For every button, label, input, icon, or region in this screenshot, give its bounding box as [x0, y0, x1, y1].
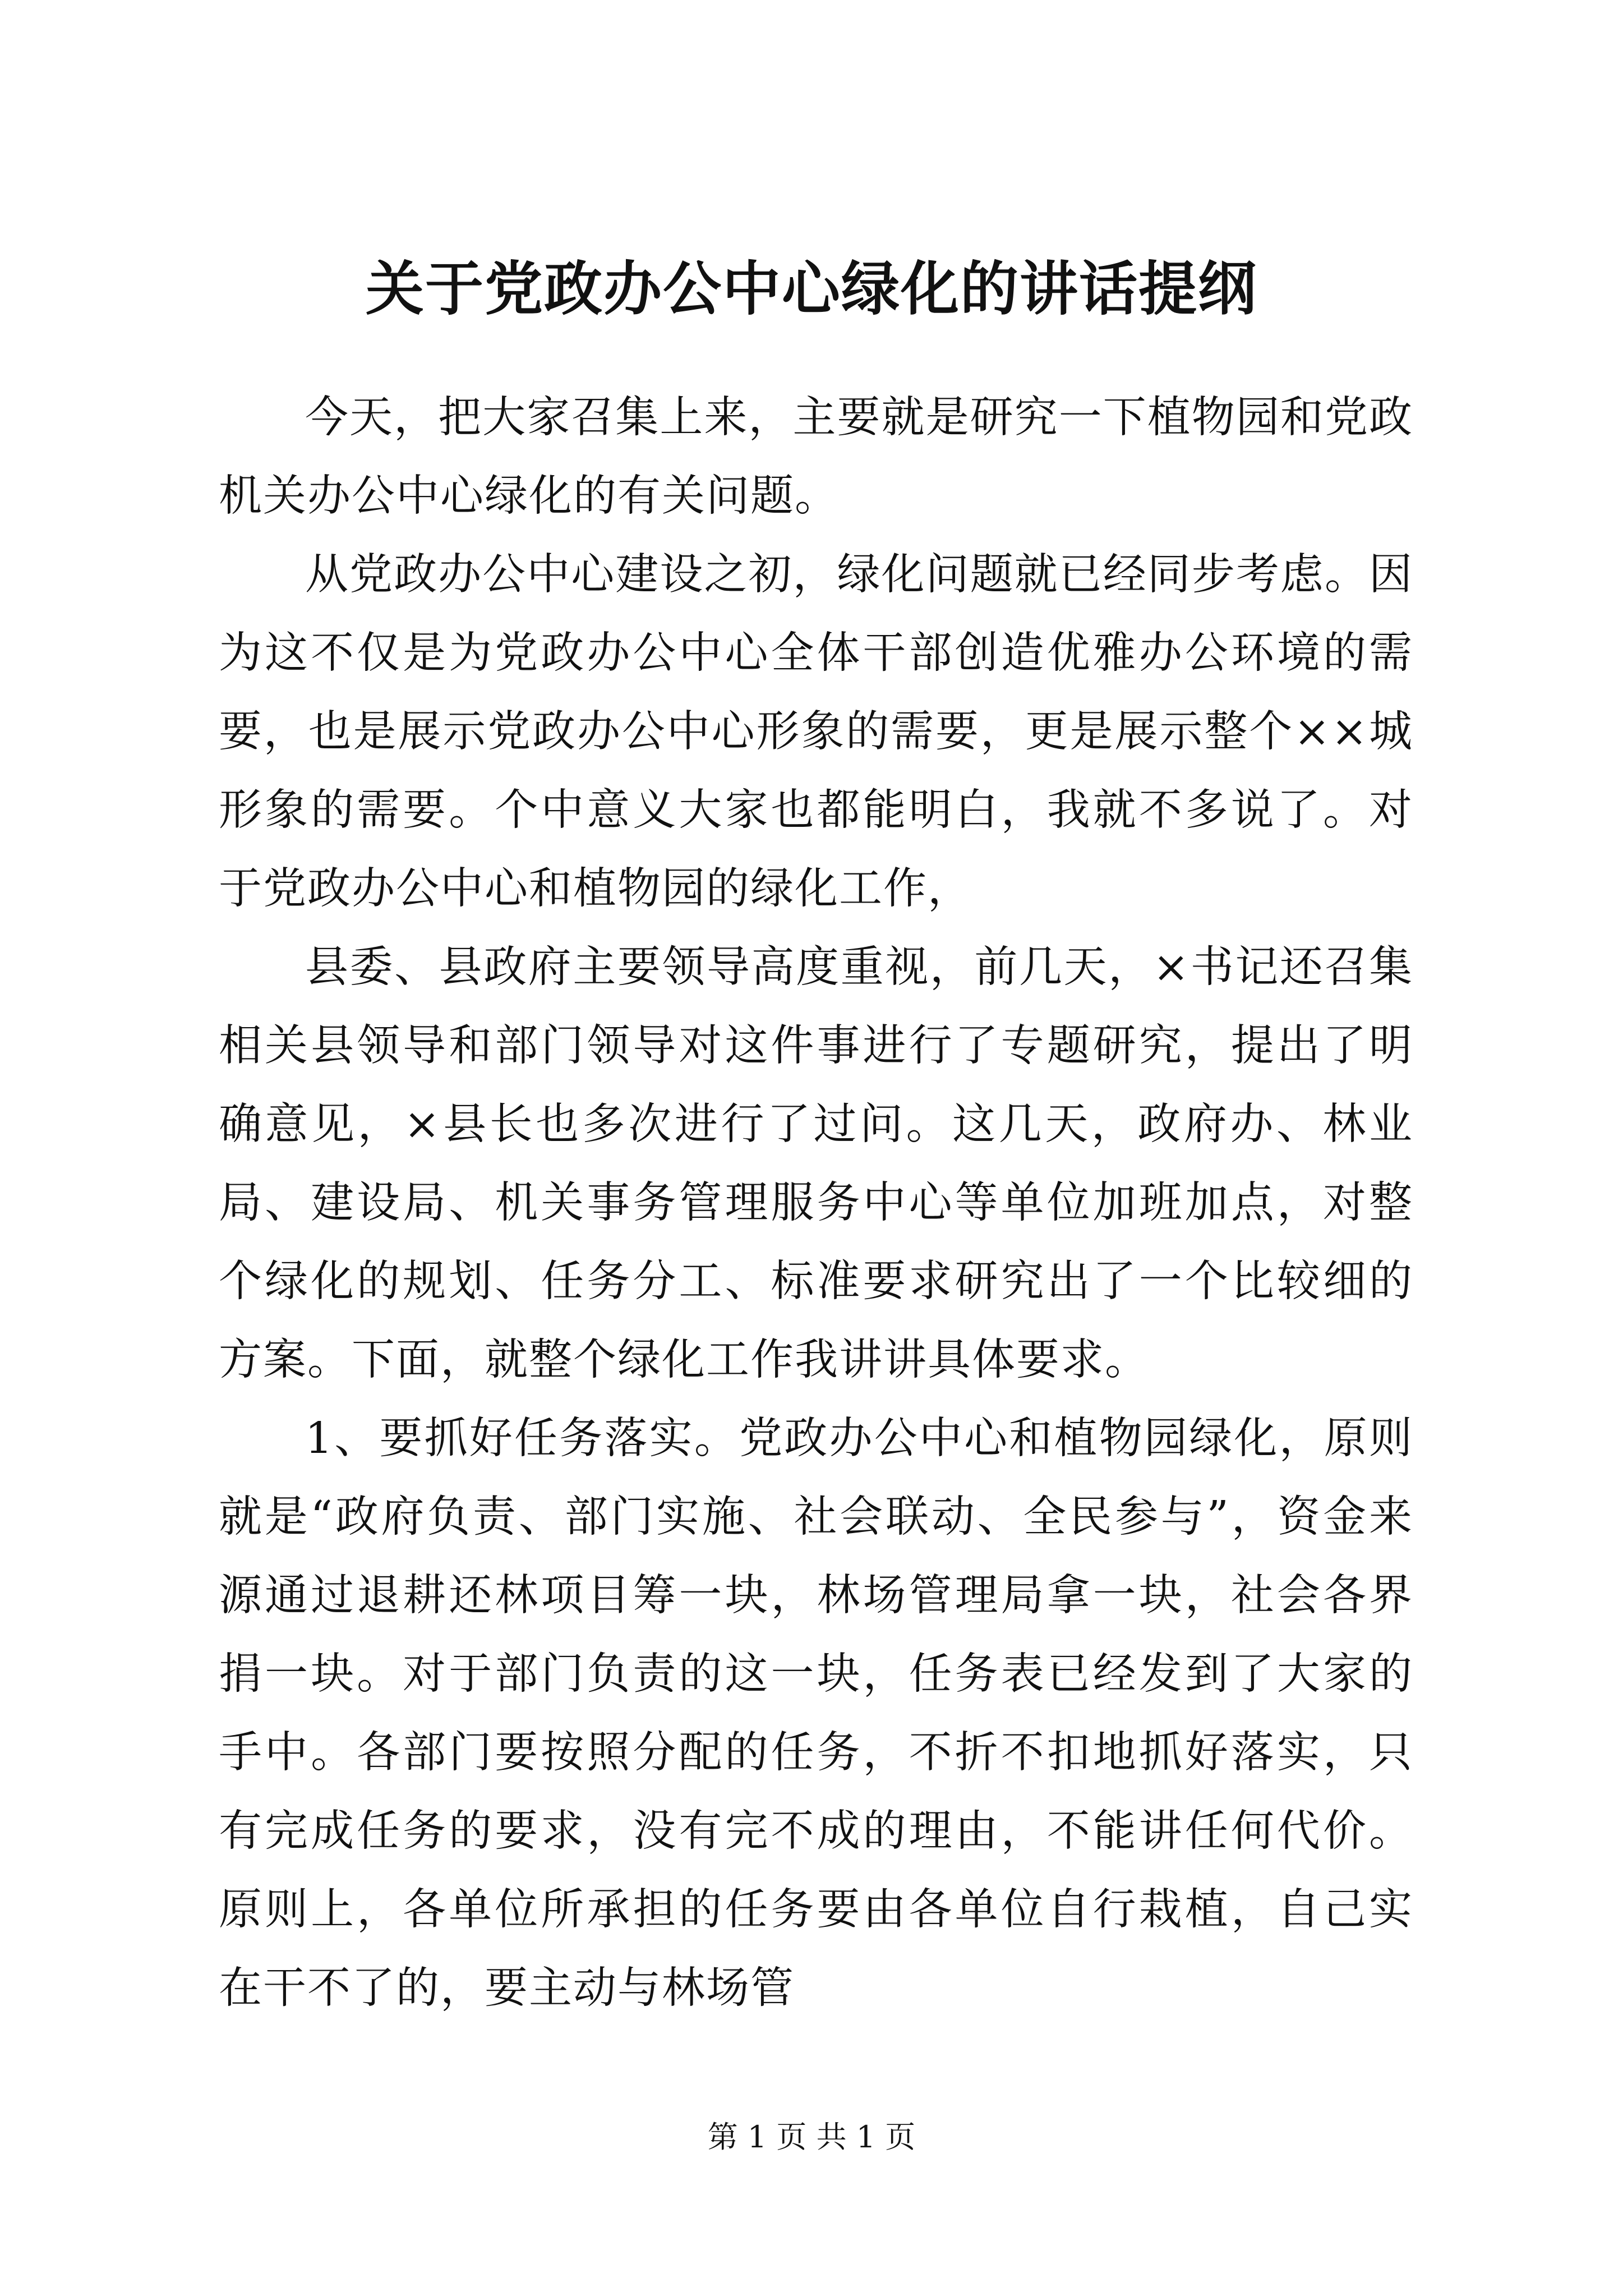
paragraph-4: 1、要抓好任务落实。党政办公中心和植物园绿化，原则就是“政府负责、部门实施、社会联动、全民参与”，资金来源通过退耕还林项目筹一块，林场管理局拿一块，社会各界捐一块。对于部门负责的这一块，任务表已经发到了大家的手中。各部门要按照分配的任务，不折不扣地抓好落实，只有完成任务的要求，没有完不成的理由，不能讲任何代价。原则上，各单位所承担的任务要由各单位自行栽植，自己实在干不了的，要主动与林场管: [219, 1414, 1413, 2013]
document-body: [219, 379, 1413, 2028]
paragraph-3: 县委、县政府主要领导高度重视，前几天，×书记还召集相关县领导和部门领导对这件事进行了专题研究，提出了明确意见，×县长也多次进行了过问。这几天，政府办、林业局、建设局、机关事务管理服务中心等单位加班加点，对整个绿化的规划、任务分工、标准要求研究出了一个比较细的方案。下面，就整个绿化工作我讲讲具体要求。: [219, 942, 1413, 1385]
document-title: 关于党政办公中心绿化的讲话提纲: [365, 254, 1257, 323]
page-footer: 第 1 页 共 1 页: [707, 2119, 916, 2155]
paragraph-2: 从党政办公中心建设之初，绿化问题就已经同步考虑。因为这不仅是为党政办公中心全体干部创造优雅办公环境的需要，也是展示党政办公中心形象的需要，更是展示整个××城形象的需要。个中意义大家也都能明白，我就不多说了。对于党政办公中心和植物园的绿化工作，: [219, 550, 1413, 914]
paragraph-1: 今天，把大家召集上来，主要就是研究一下植物园和党政机关办公中心绿化的有关问题。: [219, 393, 1413, 521]
